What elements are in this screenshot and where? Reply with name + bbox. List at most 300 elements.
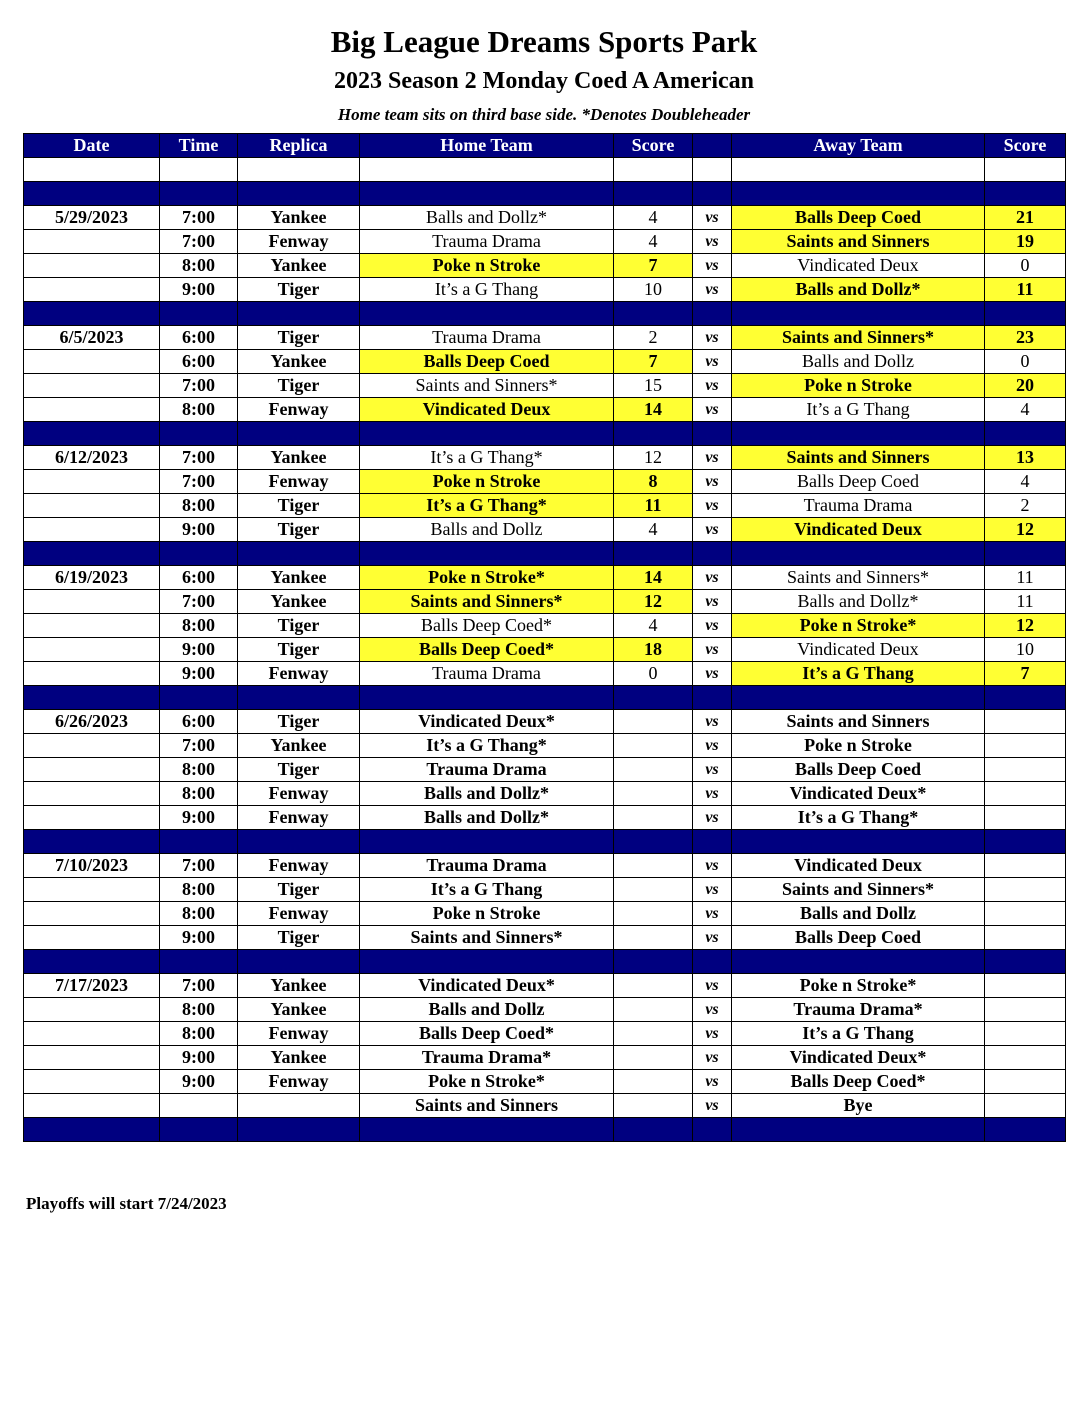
game-row (24, 782, 1066, 806)
date-cell (24, 350, 160, 374)
separator-cell (238, 182, 360, 206)
home-score-cell: 7 (614, 350, 693, 374)
home-score-cell: 18 (614, 638, 693, 662)
replica-cell: Tiger (238, 518, 360, 542)
week-separator-row (24, 950, 1066, 974)
replica-cell: Fenway (238, 782, 360, 806)
vs-label: vs (693, 878, 732, 902)
replica-cell: Yankee (238, 206, 360, 230)
replica-cell: Yankee (238, 974, 360, 998)
home-team-cell: Balls and Dollz (360, 518, 614, 542)
separator-cell (614, 302, 693, 326)
separator-cell (160, 950, 238, 974)
game-row (24, 590, 1066, 614)
date-cell (24, 926, 160, 950)
away-team-cell: It’s a G Thang* (732, 806, 985, 830)
home-team-cell: Poke n Stroke* (360, 566, 614, 590)
away-team-cell: Balls Deep Coed (732, 926, 985, 950)
separator-cell (24, 182, 160, 206)
home-score-cell: 4 (614, 206, 693, 230)
time-cell: 6:00 (160, 326, 238, 350)
home-score-cell (614, 1070, 693, 1094)
time-cell: 8:00 (160, 494, 238, 518)
home-score-cell: 7 (614, 254, 693, 278)
game-row (24, 998, 1066, 1022)
blank-cell (985, 158, 1066, 182)
home-score-cell: 11 (614, 494, 693, 518)
home-team-cell: Saints and Sinners* (360, 374, 614, 398)
col-time-header: Time (160, 134, 238, 158)
away-score-cell (985, 1046, 1066, 1070)
home-score-cell: 15 (614, 374, 693, 398)
away-team-cell: Balls and Dollz (732, 902, 985, 926)
home-score-cell: 0 (614, 662, 693, 686)
time-cell (160, 1094, 238, 1118)
time-cell: 7:00 (160, 206, 238, 230)
game-row (24, 974, 1066, 998)
col-away-score-header: Score (985, 134, 1066, 158)
vs-label: vs (693, 1022, 732, 1046)
separator-cell (985, 542, 1066, 566)
separator-cell (238, 950, 360, 974)
away-score-cell: 2 (985, 494, 1066, 518)
time-cell: 6:00 (160, 350, 238, 374)
away-team-cell: Balls Deep Coed* (732, 1070, 985, 1094)
away-score-cell: 7 (985, 662, 1066, 686)
separator-cell (693, 302, 732, 326)
time-cell: 8:00 (160, 782, 238, 806)
home-score-cell (614, 902, 693, 926)
separator-cell (24, 950, 160, 974)
vs-label: vs (693, 350, 732, 374)
away-team-cell: Saints and Sinners (732, 446, 985, 470)
replica-cell: Yankee (238, 1046, 360, 1070)
away-score-cell (985, 998, 1066, 1022)
date-cell (24, 662, 160, 686)
separator-cell (160, 182, 238, 206)
time-cell: 9:00 (160, 806, 238, 830)
away-team-cell: Trauma Drama (732, 494, 985, 518)
date-cell (24, 758, 160, 782)
date-cell (24, 470, 160, 494)
game-row (24, 278, 1066, 302)
home-score-cell (614, 878, 693, 902)
replica-cell: Yankee (238, 254, 360, 278)
away-score-cell (985, 878, 1066, 902)
separator-cell (693, 182, 732, 206)
away-team-cell: Balls and Dollz* (732, 278, 985, 302)
away-score-cell (985, 734, 1066, 758)
home-team-cell: Balls and Dollz* (360, 782, 614, 806)
separator-cell (238, 302, 360, 326)
separator-cell (732, 422, 985, 446)
date-cell: 5/29/2023 (24, 206, 160, 230)
away-score-cell: 13 (985, 446, 1066, 470)
time-cell: 9:00 (160, 926, 238, 950)
home-team-cell: Balls Deep Coed* (360, 614, 614, 638)
separator-cell (732, 830, 985, 854)
game-row (24, 1094, 1066, 1118)
game-row (24, 638, 1066, 662)
home-team-cell: Vindicated Deux* (360, 974, 614, 998)
vs-label: vs (693, 614, 732, 638)
schedule-table (23, 133, 1066, 1142)
home-team-cell: Saints and Sinners* (360, 590, 614, 614)
away-team-cell: Vindicated Deux* (732, 782, 985, 806)
time-cell: 8:00 (160, 998, 238, 1022)
away-team-cell: Saints and Sinners (732, 710, 985, 734)
separator-cell (693, 542, 732, 566)
date-cell (24, 518, 160, 542)
game-row (24, 1070, 1066, 1094)
time-cell: 8:00 (160, 902, 238, 926)
home-score-cell (614, 758, 693, 782)
separator-cell (238, 686, 360, 710)
game-row (24, 1046, 1066, 1070)
away-team-cell: Poke n Stroke* (732, 614, 985, 638)
home-score-cell (614, 1046, 693, 1070)
replica-cell: Tiger (238, 878, 360, 902)
home-team-cell: Vindicated Deux* (360, 710, 614, 734)
week-separator-row (24, 182, 1066, 206)
separator-cell (985, 950, 1066, 974)
separator-cell (360, 950, 614, 974)
home-team-cell: Balls Deep Coed* (360, 638, 614, 662)
away-team-cell: Saints and Sinners (732, 230, 985, 254)
game-row (24, 518, 1066, 542)
week-separator-row (24, 1118, 1066, 1142)
separator-cell (160, 422, 238, 446)
home-team-cell: Balls and Dollz* (360, 806, 614, 830)
game-row (24, 662, 1066, 686)
separator-cell (732, 302, 985, 326)
game-row (24, 1022, 1066, 1046)
game-row (24, 614, 1066, 638)
date-cell (24, 734, 160, 758)
away-team-cell: Balls and Dollz (732, 350, 985, 374)
away-team-cell: Poke n Stroke (732, 374, 985, 398)
vs-label: vs (693, 446, 732, 470)
separator-cell (614, 542, 693, 566)
separator-cell (614, 1118, 693, 1142)
separator-cell (732, 950, 985, 974)
game-row (24, 374, 1066, 398)
separator-cell (24, 830, 160, 854)
time-cell: 6:00 (160, 710, 238, 734)
replica-cell: Tiger (238, 926, 360, 950)
vs-label: vs (693, 1046, 732, 1070)
time-cell: 7:00 (160, 230, 238, 254)
separator-cell (160, 542, 238, 566)
away-score-cell: 11 (985, 566, 1066, 590)
date-cell (24, 374, 160, 398)
separator-cell (238, 542, 360, 566)
separator-cell (360, 302, 614, 326)
date-cell (24, 278, 160, 302)
time-cell: 8:00 (160, 1022, 238, 1046)
away-team-cell: Saints and Sinners* (732, 326, 985, 350)
vs-label: vs (693, 374, 732, 398)
vs-label: vs (693, 590, 732, 614)
date-cell (24, 1022, 160, 1046)
home-team-cell: Vindicated Deux (360, 398, 614, 422)
away-team-cell: Poke n Stroke* (732, 974, 985, 998)
away-team-cell: Poke n Stroke (732, 734, 985, 758)
home-score-cell (614, 806, 693, 830)
replica-cell: Fenway (238, 902, 360, 926)
vs-label: vs (693, 782, 732, 806)
time-cell: 9:00 (160, 278, 238, 302)
home-score-cell: 4 (614, 518, 693, 542)
vs-label: vs (693, 278, 732, 302)
game-row (24, 230, 1066, 254)
separator-cell (24, 422, 160, 446)
home-team-cell: Trauma Drama* (360, 1046, 614, 1070)
home-team-cell: It’s a G Thang (360, 878, 614, 902)
replica-cell: Tiger (238, 758, 360, 782)
away-score-cell: 20 (985, 374, 1066, 398)
separator-cell (238, 1118, 360, 1142)
vs-label: vs (693, 1094, 732, 1118)
date-cell (24, 1094, 160, 1118)
col-home-score-header: Score (614, 134, 693, 158)
separator-cell (24, 1118, 160, 1142)
separator-cell (24, 686, 160, 710)
col-away-team-header: Away Team (732, 134, 985, 158)
away-team-cell: It’s a G Thang (732, 1022, 985, 1046)
time-cell: 9:00 (160, 518, 238, 542)
home-team-cell: It’s a G Thang* (360, 734, 614, 758)
separator-cell (360, 686, 614, 710)
header-row (24, 134, 1066, 158)
vs-label: vs (693, 974, 732, 998)
away-score-cell (985, 710, 1066, 734)
time-cell: 8:00 (160, 878, 238, 902)
away-score-cell (985, 1070, 1066, 1094)
separator-cell (693, 830, 732, 854)
home-score-cell: 12 (614, 590, 693, 614)
away-team-cell: Balls Deep Coed (732, 206, 985, 230)
date-cell: 7/17/2023 (24, 974, 160, 998)
home-team-cell: Trauma Drama (360, 326, 614, 350)
date-cell: 6/19/2023 (24, 566, 160, 590)
away-score-cell: 12 (985, 518, 1066, 542)
separator-cell (24, 302, 160, 326)
separator-cell (160, 1118, 238, 1142)
time-cell: 6:00 (160, 566, 238, 590)
replica-cell: Tiger (238, 638, 360, 662)
separator-cell (238, 830, 360, 854)
replica-cell: Tiger (238, 374, 360, 398)
blank-cell (238, 158, 360, 182)
home-team-cell: It’s a G Thang* (360, 446, 614, 470)
time-cell: 7:00 (160, 470, 238, 494)
home-team-cell: It’s a G Thang (360, 278, 614, 302)
home-score-cell (614, 710, 693, 734)
replica-cell: Yankee (238, 350, 360, 374)
away-score-cell (985, 758, 1066, 782)
week-separator-row (24, 302, 1066, 326)
date-cell (24, 638, 160, 662)
home-team-cell: Poke n Stroke (360, 470, 614, 494)
replica-cell: Fenway (238, 398, 360, 422)
home-score-cell: 4 (614, 614, 693, 638)
time-cell: 9:00 (160, 638, 238, 662)
vs-label: vs (693, 854, 732, 878)
away-score-cell (985, 854, 1066, 878)
time-cell: 7:00 (160, 446, 238, 470)
vs-label: vs (693, 638, 732, 662)
replica-cell: Fenway (238, 662, 360, 686)
home-score-cell (614, 854, 693, 878)
col-replica-header: Replica (238, 134, 360, 158)
blank-cell (360, 158, 614, 182)
date-cell (24, 494, 160, 518)
time-cell: 8:00 (160, 614, 238, 638)
game-row (24, 710, 1066, 734)
separator-cell (614, 686, 693, 710)
col-vs-header (693, 134, 732, 158)
week-separator-row (24, 686, 1066, 710)
home-score-cell: 14 (614, 566, 693, 590)
replica-cell: Yankee (238, 998, 360, 1022)
separator-cell (985, 686, 1066, 710)
home-score-cell: 10 (614, 278, 693, 302)
replica-cell: Fenway (238, 230, 360, 254)
away-team-cell: It’s a G Thang (732, 662, 985, 686)
away-team-cell: Trauma Drama* (732, 998, 985, 1022)
game-row (24, 206, 1066, 230)
vs-label: vs (693, 1070, 732, 1094)
vs-label: vs (693, 206, 732, 230)
away-team-cell: Vindicated Deux* (732, 1046, 985, 1070)
vs-label: vs (693, 806, 732, 830)
time-cell: 7:00 (160, 374, 238, 398)
game-row (24, 902, 1066, 926)
replica-cell: Fenway (238, 1070, 360, 1094)
away-score-cell: 4 (985, 398, 1066, 422)
vs-label: vs (693, 470, 732, 494)
game-row (24, 854, 1066, 878)
separator-cell (693, 422, 732, 446)
home-team-cell: It’s a G Thang* (360, 494, 614, 518)
page-subtitle: 2023 Season 2 Monday Coed A American (333, 68, 755, 94)
home-team-cell: Trauma Drama (360, 758, 614, 782)
replica-cell: Fenway (238, 1022, 360, 1046)
blank-cell (614, 158, 693, 182)
home-team-cell: Balls Deep Coed* (360, 1022, 614, 1046)
away-score-cell (985, 926, 1066, 950)
separator-cell (693, 686, 732, 710)
time-cell: 8:00 (160, 398, 238, 422)
home-score-cell (614, 1094, 693, 1118)
vs-label: vs (693, 494, 732, 518)
date-cell (24, 590, 160, 614)
separator-cell (985, 830, 1066, 854)
col-home-team-header: Home Team (360, 134, 614, 158)
separator-cell (732, 686, 985, 710)
date-cell: 6/5/2023 (24, 326, 160, 350)
date-cell (24, 254, 160, 278)
home-score-cell: 2 (614, 326, 693, 350)
date-cell: 6/26/2023 (24, 710, 160, 734)
date-cell (24, 806, 160, 830)
separator-cell (360, 542, 614, 566)
replica-cell: Tiger (238, 614, 360, 638)
separator-cell (360, 830, 614, 854)
week-separator-row (24, 542, 1066, 566)
vs-label: vs (693, 662, 732, 686)
game-row (24, 326, 1066, 350)
home-team-cell: Trauma Drama (360, 230, 614, 254)
schedule-body (24, 158, 1066, 1142)
away-score-cell (985, 1022, 1066, 1046)
vs-label: vs (693, 230, 732, 254)
schedule-note: Home team sits on third base side. *Denotes Doubleheader (337, 105, 751, 124)
vs-label: vs (693, 326, 732, 350)
away-score-cell (985, 902, 1066, 926)
time-cell: 7:00 (160, 590, 238, 614)
separator-cell (24, 542, 160, 566)
date-cell (24, 1046, 160, 1070)
away-team-cell: Vindicated Deux (732, 518, 985, 542)
date-cell (24, 398, 160, 422)
separator-cell (360, 422, 614, 446)
away-team-cell: Bye (732, 1094, 985, 1118)
home-team-cell: Trauma Drama (360, 662, 614, 686)
time-cell: 9:00 (160, 1046, 238, 1070)
replica-cell: Yankee (238, 734, 360, 758)
separator-cell (985, 302, 1066, 326)
away-score-cell: 4 (985, 470, 1066, 494)
date-cell (24, 878, 160, 902)
vs-label: vs (693, 710, 732, 734)
separator-cell (693, 950, 732, 974)
separator-cell (614, 422, 693, 446)
separator-cell (614, 950, 693, 974)
separator-cell (160, 830, 238, 854)
separator-cell (732, 1118, 985, 1142)
date-cell (24, 782, 160, 806)
game-row (24, 398, 1066, 422)
separator-cell (360, 1118, 614, 1142)
replica-cell: Fenway (238, 806, 360, 830)
home-score-cell (614, 974, 693, 998)
home-team-cell: Balls and Dollz (360, 998, 614, 1022)
home-team-cell: Saints and Sinners* (360, 926, 614, 950)
vs-label: vs (693, 926, 732, 950)
date-cell (24, 614, 160, 638)
replica-cell: Fenway (238, 470, 360, 494)
home-team-cell: Saints and Sinners (360, 1094, 614, 1118)
replica-cell: Tiger (238, 494, 360, 518)
home-team-cell: Trauma Drama (360, 854, 614, 878)
away-score-cell: 21 (985, 206, 1066, 230)
col-date-header: Date (24, 134, 160, 158)
blank-cell (24, 158, 160, 182)
vs-label: vs (693, 758, 732, 782)
separator-cell (985, 1118, 1066, 1142)
time-cell: 7:00 (160, 974, 238, 998)
date-cell (24, 902, 160, 926)
time-cell: 8:00 (160, 254, 238, 278)
vs-label: vs (693, 734, 732, 758)
replica-cell (238, 1094, 360, 1118)
separator-cell (160, 302, 238, 326)
replica-cell: Fenway (238, 854, 360, 878)
away-score-cell: 11 (985, 590, 1066, 614)
game-row (24, 734, 1066, 758)
